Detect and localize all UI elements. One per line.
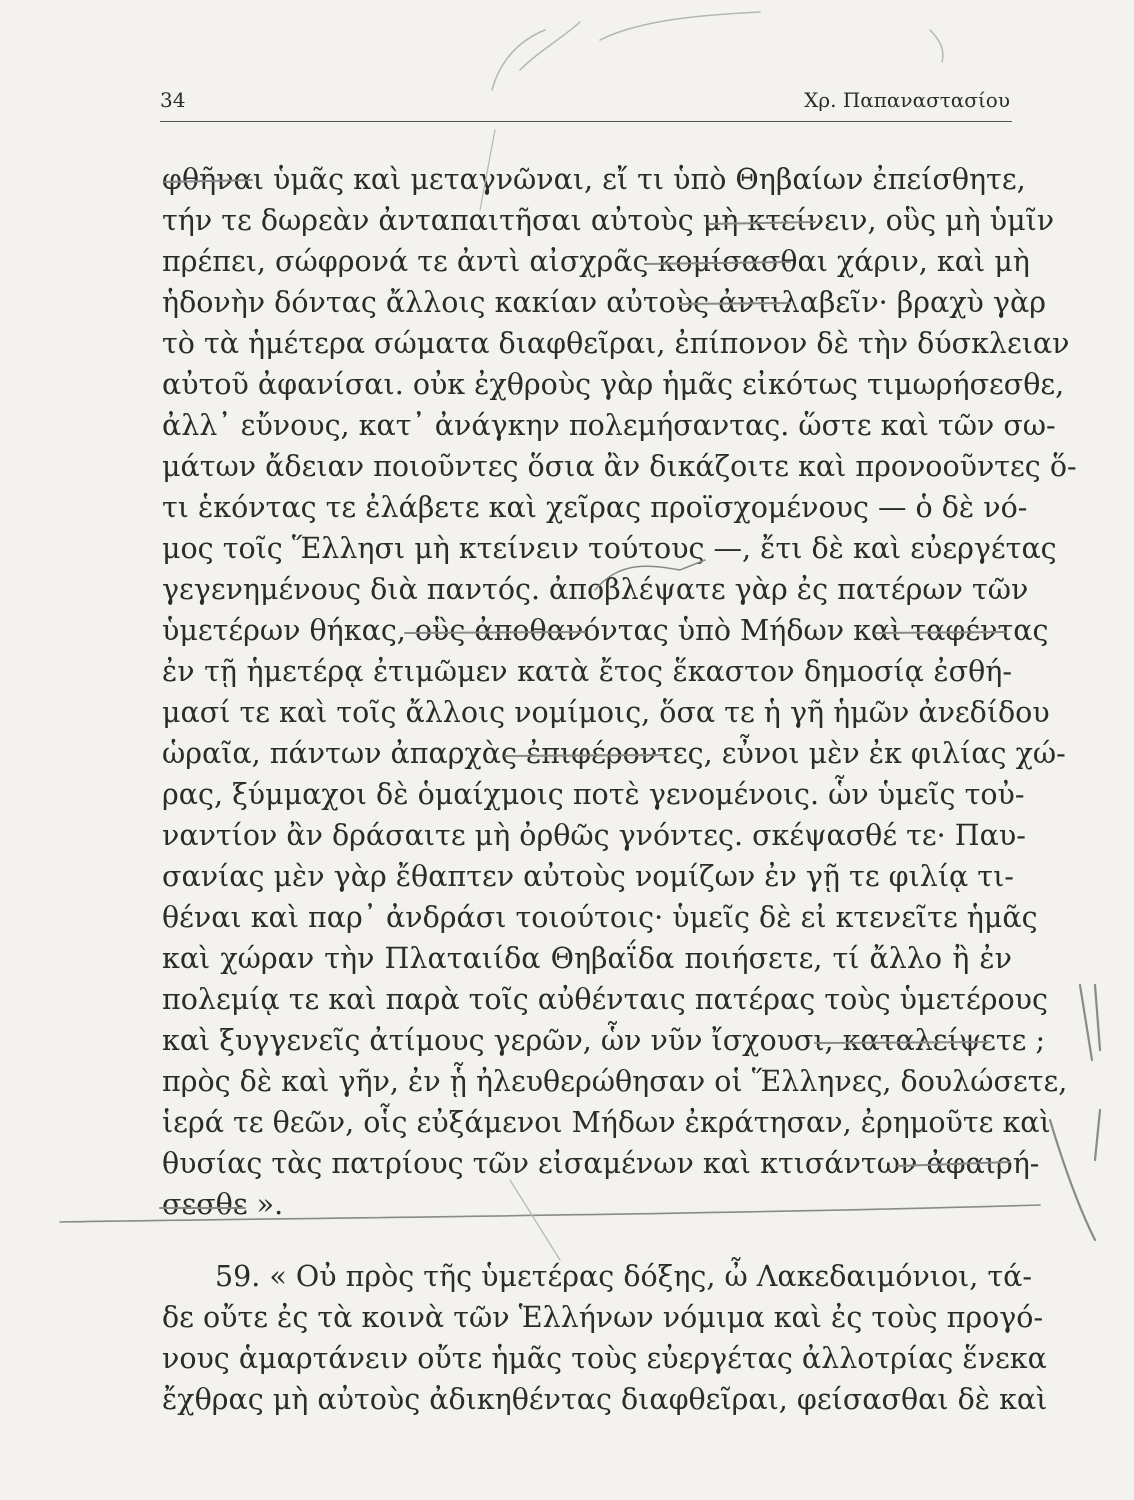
text-line: πρέπει, σώφρονά τε ἀντὶ αἰσχρᾶς κομίσασθαι χάριν, καὶ μὴ — [162, 245, 1030, 278]
text-line: σεσθε ». — [162, 1188, 284, 1221]
text-line: 59. « Οὐ πρὸς τῆς ὑμετέρας δόξης, ὦ Λακεδαιμόνιοι, τά- — [215, 1260, 1033, 1293]
text-line: ρας, ξύμμαχοι δὲ ὁμαίχμοις ποτὲ γενομένοις. ὧν ὑμεῖς τοὐ- — [162, 778, 1025, 811]
text-line: μασί τε καὶ τοῖς ἄλλοις νομίμοις, ὅσα τε ἡ γῆ ἡμῶν ἀνεδίδου — [162, 696, 1050, 729]
running-title: Χρ. Παπαναστασίου — [804, 88, 1010, 112]
text-line: ἀλλ᾽ εὔνους, κατ᾽ ἀνάγκην πολεμήσαντας. ὥστε καὶ τῶν σω- — [162, 409, 1056, 442]
text-line: ἡδονὴν δόντας ἄλλοις κακίαν αὐτοὺς ἀντιλαβεῖν· βραχὺ γὰρ — [162, 286, 1046, 319]
page-number: 34 — [160, 88, 186, 112]
text-line: ἐν τῇ ἡμετέρᾳ ἐτιμῶμεν κατὰ ἔτος ἕκαστον δημοσίᾳ ἐσθή- — [162, 655, 1012, 688]
text-line: καὶ χώραν τὴν Πλαταιίδα Θηβαΐδα ποιήσετε, τί ἄλλο ἢ ἐν — [162, 942, 1012, 975]
text-line: τὸ τὰ ἡμέτερα σώματα διαφθεῖραι, ἐπίπονον δὲ τὴν δύσκλειαν — [162, 327, 1070, 360]
text-line: τι ἑκόντας τε ἐλάβετε καὶ χεῖρας προϊσχομένους — ὁ δὲ νό- — [162, 491, 1028, 524]
text-line: ὡραῖα, πάντων ἀπαρχὰς ἐπιφέροντες, εὖνοι μὲν ἐκ φιλίας χώ- — [162, 737, 1066, 770]
running-head — [160, 88, 1010, 118]
text-line: μος τοῖς Ἕλλησι μὴ κτείνειν τούτους —, ἔτι δὲ καὶ εὐεργέτας — [162, 532, 1057, 565]
text-line: γεγενημένους διὰ παντός. ἀποβλέψατε γὰρ ἐς πατέρων τῶν — [162, 573, 1029, 606]
text-line: φθῆναι ὑμᾶς καὶ μεταγνῶναι, εἴ τι ὑπὸ Θηβαίων ἐπείσθητε, — [162, 163, 1026, 196]
text-line: τήν τε δωρεὰν ἀνταπαιτῆσαι αὐτοὺς μὴ κτείνειν, οὓς μὴ ὑμῖν — [162, 204, 1055, 237]
text-line: πολεμίᾳ τε καὶ παρὰ τοῖς αὐθένταις πατέρας τοὺς ὑμετέρους — [162, 983, 1048, 1016]
text-line: μάτων ἄδειαν ποιοῦντες ὅσια ἂν δικάζοιτε καὶ προνοοῦντες ὅ- — [162, 450, 1077, 483]
text-line: καὶ ξυγγενεῖς ἀτίμους γερῶν, ὧν νῦν ἴσχουσι, καταλείψετε ; — [162, 1024, 1046, 1057]
text-line: θέναι καὶ παρ᾽ ἀνδράσι τοιούτοις· ὑμεῖς δὲ εἰ κτενεῖτε ἡμᾶς — [162, 901, 1038, 934]
text-line: ὑμετέρων θήκας, οὓς ἀποθανόντας ὑπὸ Μήδων καὶ ταφέντας — [162, 614, 1049, 647]
text-line: ἔχθρας μὴ αὐτοὺς ἀδικηθέντας διαφθεῖραι, φείσασθαι δὲ καὶ — [162, 1383, 1048, 1416]
text-line: ναντίον ἂν δράσαιτε μὴ ὀρθῶς γνόντες. σκέψασθέ τε· Παυ- — [162, 819, 1026, 852]
text-line: πρὸς δὲ καὶ γῆν, ἐν ᾗ ἠλευθερώθησαν οἱ Ἕλληνες, δουλώσετε, — [162, 1065, 1068, 1098]
header-rule — [160, 121, 1012, 122]
text-line: αὐτοῦ ἀφανίσαι. οὐκ ἐχθροὺς γὰρ ἡμᾶς εἰκότως τιμωρήσεσθε, — [162, 368, 1065, 401]
text-line: δε οὔτε ἐς τὰ κοινὰ τῶν Ἑλλήνων νόμιμα καὶ ἐς τοὺς προγό- — [162, 1301, 1044, 1334]
text-line: σανίας μὲν γὰρ ἔθαπτεν αὐτοὺς νομίζων ἐν γῇ τε φιλίᾳ τι- — [162, 860, 1014, 893]
text-line: θυσίας τὰς πατρίους τῶν εἰσαμένων καὶ κτισάντων ἀφαιρή- — [162, 1147, 1040, 1180]
text-line: νους ἁμαρτάνειν οὔτε ἡμᾶς τοὺς εὐεργέτας ἀλλοτρίας ἕνεκα — [162, 1342, 1047, 1375]
text-line: ἱερά τε θεῶν, οἷς εὐξάμενοι Μήδων ἐκράτησαν, ἐρημοῦτε καὶ — [162, 1106, 1051, 1139]
